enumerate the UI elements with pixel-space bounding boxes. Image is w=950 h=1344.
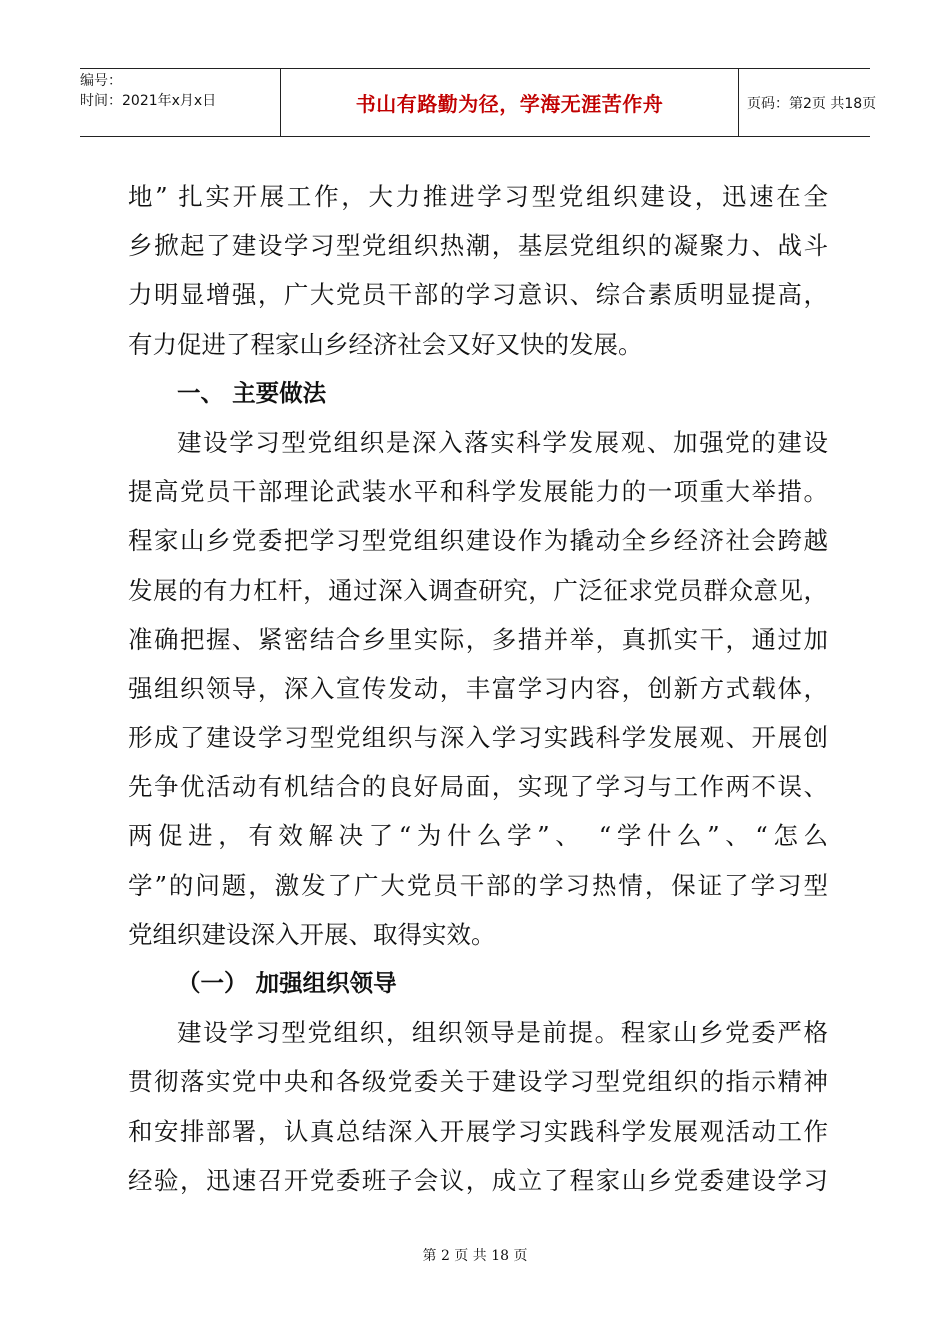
- body-line: 乡掀起了建设学习型党组织热潮，基层党组织的凝聚力、战斗: [128, 231, 828, 261]
- section-heading: 一、 主要做法: [177, 378, 327, 407]
- body-line: 力明显增强，广大党员干部的学习意识、综合素质明显提高，: [128, 280, 828, 310]
- header-motto-cell: [280, 69, 739, 136]
- header-page-info: 页码：第2页 共18页: [747, 95, 877, 112]
- body-line: 准确把握、紧密结合乡里实际，多措并举，真抓实干，通过加: [128, 624, 828, 654]
- body-line: 建设学习型党组织，组织领导是前提。程家山乡党委严格: [177, 1018, 828, 1048]
- body-line: 两促进，有效解决了“为什么学”、 “学什么”、“怎么: [128, 821, 828, 851]
- body-line: 形成了建设学习型党组织与深入学习实践科学发展观、开展创: [128, 723, 828, 753]
- subsection-heading: （一） 加强组织领导: [177, 969, 397, 997]
- body-line: 贯彻落实党中央和各级党委关于建设学习型党组织的指示精神: [128, 1067, 828, 1097]
- body-line: 有力促进了程家山乡经济社会又好又快的发展。: [128, 329, 643, 359]
- document-header: [80, 68, 877, 137]
- body-line: 地” 扎实开展工作，大力推进学习型党组织建设，迅速在全: [128, 182, 828, 211]
- body-line: 经验，迅速召开党委班子会议，成立了程家山乡党委建设学习: [128, 1165, 828, 1195]
- body-line: 学”的问题，激发了广大党员干部的学习热情，保证了学习型: [128, 870, 828, 900]
- body-line: 和安排部署，认真总结深入开展学习实践科学发展观活动工作: [128, 1116, 828, 1146]
- body-line: 发展的有力杠杆，通过深入调查研究，广泛征求党员群众意见，: [128, 575, 828, 605]
- body-line: 建设学习型党组织是深入落实科学发展观、加强党的建设: [177, 427, 828, 457]
- body-line: 强组织领导，深入宣传发动，丰富学习内容，创新方式载体，: [128, 673, 828, 703]
- body-line: 党组织建设深入开展、取得实效。: [128, 919, 496, 949]
- header-time-label: 时间：2021年x月x日: [80, 93, 217, 109]
- body-line: 提高党员干部理论武装水平和科学发展能力的一项重大举措。: [128, 477, 828, 507]
- body-line: 先争优活动有机结合的良好局面，实现了学习与工作两不误、: [128, 772, 828, 802]
- body-line: 程家山乡党委把学习型党组织建设作为撬动全乡经济社会跨越: [128, 526, 828, 556]
- document-body: [128, 172, 828, 1205]
- header-motto: 书山有路勤为径，学海无涯苦作舟: [355, 92, 664, 116]
- page-footer: 第 2 页 共 18 页: [422, 1248, 528, 1264]
- header-number-label: 编号：: [80, 73, 122, 89]
- header-meta: [80, 69, 280, 138]
